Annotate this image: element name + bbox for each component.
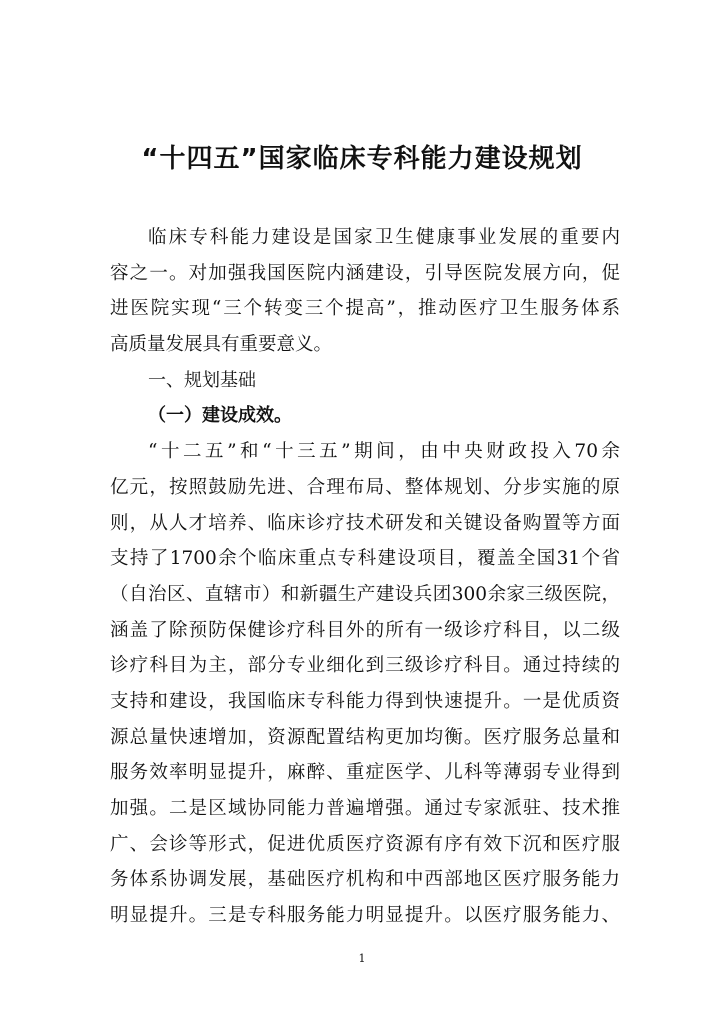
section-heading: 一、规划基础 — [148, 369, 256, 391]
paragraph-line: 诊疗科目为主，部分专业细化到三级诊疗科目。通过持续的 — [110, 655, 620, 677]
paragraph-line: 涵盖了除预防保健诊疗科目外的所有一级诊疗科目，以二级 — [110, 619, 620, 641]
paragraph-line: 源总量快速增加，资源配置结构更加均衡。医疗服务总量和 — [110, 726, 620, 748]
paragraph-line: 亿元，按照鼓励先进、合理布局、整体规划、分步实施的原 — [110, 476, 620, 498]
paragraph-line: 支持和建设，我国临床专科能力得到快速提升。一是优质资 — [110, 690, 620, 712]
paragraph-line: （自治区、直辖市）和新疆生产建设兵团300余家三级医院， — [110, 583, 620, 605]
paragraph-line: 则，从人才培养、临床诊疗技术研发和关键设备购置等方面 — [110, 512, 620, 534]
paragraph-line: “十二五”和“十三五”期间，由中央财政投入70余 — [148, 441, 620, 463]
paragraph-line: 容之一。对加强我国医院内涵建设，引导医院发展方向，促 — [110, 262, 620, 284]
paragraph-line: 务体系协调发展，基础医疗机构和中西部地区医疗服务能力 — [110, 869, 620, 891]
document-body — [110, 220, 620, 934]
page-number: 1 — [358, 952, 366, 965]
paragraph-line: 服务效率明显提升，麻醉、重症医学、儿科等薄弱专业得到 — [110, 762, 620, 784]
paragraph-line: 高质量发展具有重要意义。 — [110, 334, 333, 356]
paragraph-line: 明显提升。三是专科服务能力明显提升。以医疗服务能力、 — [110, 905, 620, 927]
subsection-heading: （一）建设成效。 — [148, 405, 292, 427]
paragraph-line: 广、会诊等形式，促进优质医疗资源有序有效下沉和医疗服 — [110, 833, 620, 855]
paragraph-line: 加强。二是区域协同能力普遍增强。通过专家派驻、技术推 — [110, 798, 620, 819]
paragraph-line: 临床专科能力建设是国家卫生健康事业发展的重要内 — [148, 227, 620, 248]
document-title: “十四五”国家临床专科能力建设规划 — [141, 144, 583, 174]
paragraph-line: 支持了1700余个临床重点专科建设项目，覆盖全国31个省 — [110, 548, 620, 570]
paragraph-line: 进医院实现“三个转变三个提高”，推动医疗卫生服务体系 — [110, 298, 620, 320]
